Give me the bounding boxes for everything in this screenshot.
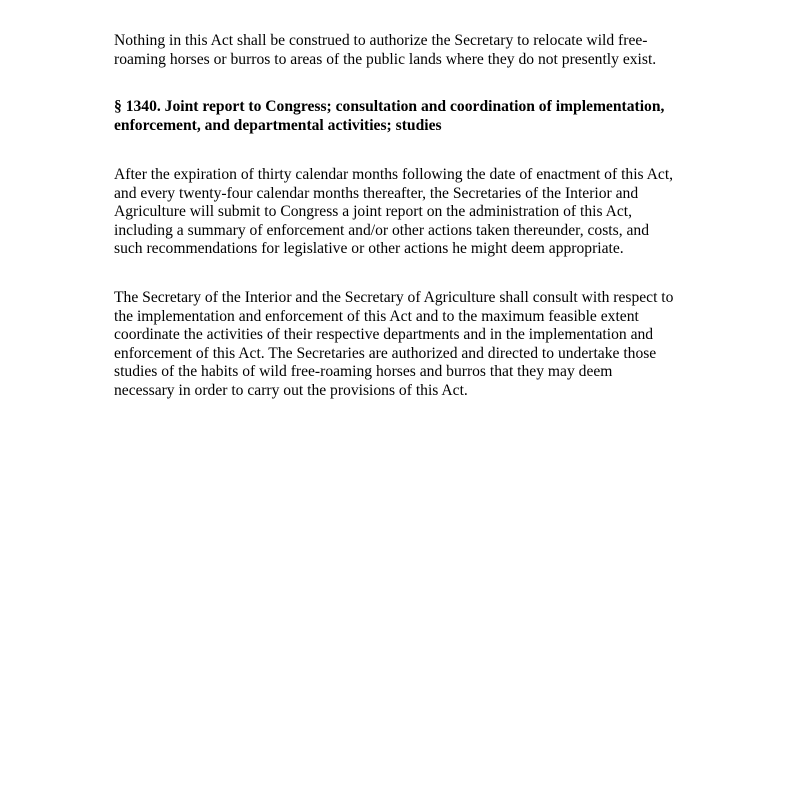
- report-paragraph: [114, 166, 694, 259]
- text-line: including a summary of enforcement and/or other actions taken thereunder, costs, and: [114, 221, 650, 239]
- text-line: After the expiration of thirty calendar months following the date of enactment of this Act,: [114, 166, 674, 183]
- heading-line: § 1340. Joint report to Congress; consultation and coordination of implementation,: [114, 98, 665, 115]
- intro-paragraph: [114, 32, 694, 69]
- heading-line: enforcement, and departmental activities; studies: [114, 116, 442, 134]
- text-line: the implementation and enforcement of this Act and to the maximum feasible extent: [114, 307, 639, 325]
- consultation-paragraph: [114, 289, 694, 401]
- text-line: coordinate the activities of their respective departments and in the implementation and: [114, 326, 654, 344]
- text-line: The Secretary of the Interior and the Secretary of Agriculture shall consult with respect to: [114, 289, 674, 306]
- text-line: Agriculture will submit to Congress a joint report on the administration of this Act,: [114, 203, 632, 221]
- text-line: and every twenty-four calendar months thereafter, the Secretaries of the Interior and: [114, 184, 639, 202]
- text-line: studies of the habits of wild free-roaming horses and burros that they may deem: [114, 363, 613, 381]
- text-line: such recommendations for legislative or other actions he might deem appropriate.: [114, 240, 624, 258]
- section-heading: [114, 98, 694, 135]
- text-line: necessary in order to carry out the provisions of this Act.: [114, 381, 468, 399]
- text-line: Nothing in this Act shall be construed to authorize the Secretary to relocate wild free-: [114, 32, 648, 49]
- text-line: roaming horses or burros to areas of the public lands where they do not presently exist.: [114, 50, 657, 68]
- text-line: enforcement of this Act. The Secretaries are authorized and directed to undertake those: [114, 344, 657, 362]
